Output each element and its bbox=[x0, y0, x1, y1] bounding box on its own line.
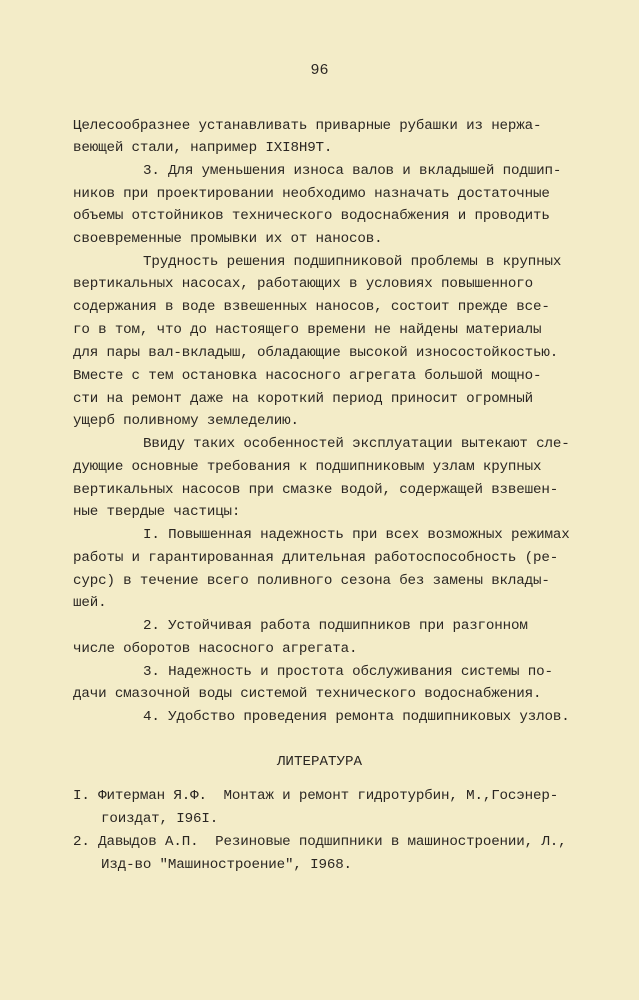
text-line: вертикальных насосах, работающих в условиях повышенного bbox=[73, 276, 534, 292]
text-line: ные твердые частицы: bbox=[73, 504, 241, 520]
text-line: ущерб поливному земледелию. bbox=[73, 413, 299, 429]
text-line: дачи смазочной воды системой технического водоснабжения. bbox=[73, 686, 542, 702]
text-line: вертикальных насосов при смазке водой, содержащей взвешен- bbox=[73, 482, 559, 498]
reference-line: I. Фитерман Я.Ф. Монтаж и ремонт гидротурбин, М.,Госэнер- bbox=[73, 788, 559, 804]
text-line: шей. bbox=[73, 595, 107, 611]
reference-line: 2. Давыдов А.П. Резиновые подшипники в машиностроении, Л., bbox=[73, 834, 567, 850]
text-line: объемы отстойников технического водоснабжения и проводить bbox=[73, 208, 550, 224]
reference-line: гоиздат, I96I. bbox=[101, 811, 219, 827]
text-line: Целесообразнее устанавливать приварные рубашки из нержа- bbox=[73, 118, 542, 134]
text-line: веющей стали, например IXI8H9T. bbox=[73, 140, 333, 156]
reference-line: Изд-во "Машиностроение", I968. bbox=[101, 857, 352, 873]
text-line: для пары вал-вкладыш, обладающие высокой износостойкостью. bbox=[73, 345, 559, 361]
text-line: го в том, что до настоящего времени не найдены материалы bbox=[73, 322, 542, 338]
text-line: ников при проектировании необходимо назначать достаточные bbox=[73, 186, 550, 202]
text-line: сти на ремонт даже на короткий период приносит огромный bbox=[73, 391, 534, 407]
page-number: 96 bbox=[310, 62, 329, 79]
references-heading: ЛИТЕРАТУРА bbox=[276, 754, 363, 770]
text-line: 3. Для уменьшения износа валов и вкладышей подшип- bbox=[143, 163, 562, 179]
text-line: 3. Надежность и простота обслуживания системы по- bbox=[143, 664, 553, 680]
text-line: Ввиду таких особенностей эксплуатации вытекают сле- bbox=[143, 436, 570, 452]
text-line: Трудность решения подшипниковой проблемы в крупных bbox=[143, 254, 562, 270]
text-line: 2. Устойчивая работа подшипников при разгонном bbox=[143, 618, 528, 634]
text-line: своевременные промывки их от наносов. bbox=[73, 231, 383, 247]
text-line: дующие основные требования к подшипниковым узлам крупных bbox=[73, 459, 542, 475]
text-line: работы и гарантированная длительная работоспособность (ре- bbox=[73, 550, 559, 566]
text-line: содержания в воде взвешенных наносов, состоит прежде все- bbox=[73, 299, 550, 315]
text-line: Вместе с тем остановка насосного агрегата большой мощно- bbox=[73, 368, 542, 384]
text-line: I. Повышенная надежность при всех возможных режимах bbox=[143, 527, 570, 543]
text-line: сурс) в течение всего поливного сезона без замены вклады- bbox=[73, 573, 550, 589]
text-line: числе оборотов насосного агрегата. bbox=[73, 641, 358, 657]
text-line: 4. Удобство проведения ремонта подшипниковых узлов. bbox=[143, 709, 570, 725]
